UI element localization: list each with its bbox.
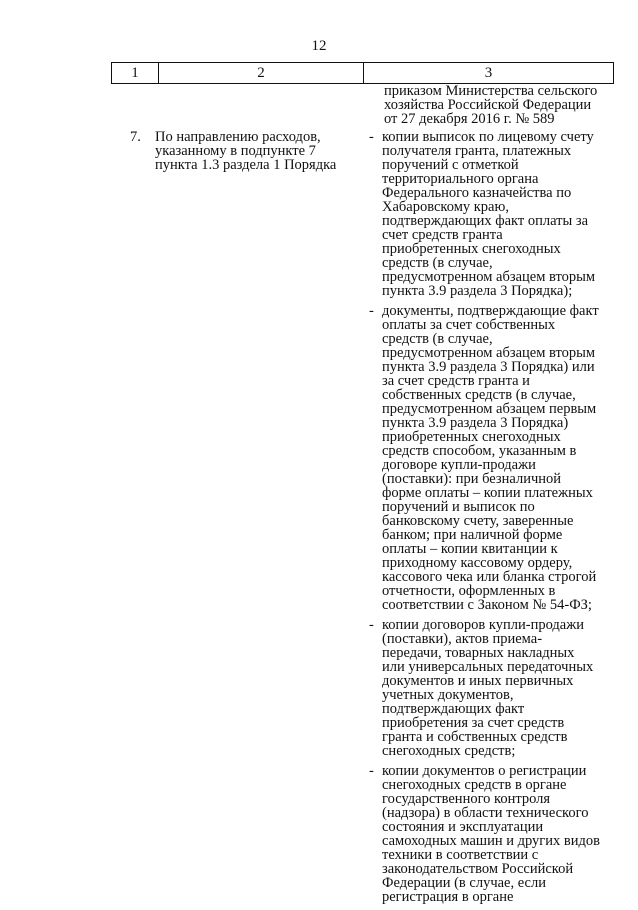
table-header-col-1: 1 bbox=[112, 63, 159, 83]
list-bullet: - bbox=[369, 303, 374, 319]
table-header-col-2: 2 bbox=[159, 63, 364, 83]
list-item bbox=[369, 764, 619, 904]
required-documents-list bbox=[369, 130, 619, 910]
table-header-col-3: 3 bbox=[484, 65, 493, 81]
page-number: 12 bbox=[311, 38, 327, 54]
list-item-text: документы, подтверждающие факт оплаты за счет собственных средств (в случае, предусмотренном абзацем вторым пункта 3.9 раздела 3 Порядка) или за счет средств гранта и собственных средств (в случае, предусмотренном абзацем первым пункта 3.9 раздела 3 Порядка) приобретенных снегоходных средств способом, указанным в договоре купли-продажи (поставки): при безналичной форме оплаты – копии платежных поручений и выписок по банковскому счету, заверенные банком; при наличной форме оплаты – копии квитанции к приходному кассовому ордеру, кассового чека или бланка строгой отчетности, оформленных в соответствии с Законом № 54-ФЗ; bbox=[382, 303, 599, 613]
list-bullet: - bbox=[369, 617, 374, 633]
list-item bbox=[369, 618, 619, 758]
list-item-text: копии договоров купли-продажи (поставки), актов приема- передачи, товарных накладных или универсальных передаточных документов и иных первичных учетных документов, подтверждающих факт приобретения за счет средств гранта и собственных средств снегоходных средств; bbox=[382, 617, 594, 759]
row-number: 7. bbox=[130, 129, 141, 145]
list-item bbox=[369, 130, 619, 298]
list-item bbox=[369, 304, 619, 612]
list-item-text: копии выписок по лицевому счету получателя гранта, платежных поручений с отметкой территориального органа Федерального казначейства по Хабаровскому краю, подтверждающих факт оплаты за счет средств гранта приобретенных снегоходных средств (в случае, предусмотренном абзацем вторым пункта 3.9 раздела 3 Порядка); bbox=[382, 129, 596, 299]
list-item-text: копии документов о регистрации снегоходных средств в органе государственного контроля (надзора) в области технического состояния и эксплуатации самоходных машин и других видов техники в соответствии с законодательством Российской Федерации (в случае, если регистрация в органе bbox=[382, 763, 600, 905]
table-header-row bbox=[111, 62, 614, 84]
list-bullet: - bbox=[369, 763, 374, 779]
row-description: По направлению расходов, указанному в подпункте 7 пункта 1.3 раздела 1 Порядка bbox=[155, 129, 337, 173]
list-bullet: - bbox=[369, 129, 374, 145]
continuation-text: приказом Министерства сельского хозяйства Российской Федерации от 27 декабря 2016 г. № 589 bbox=[384, 83, 598, 127]
